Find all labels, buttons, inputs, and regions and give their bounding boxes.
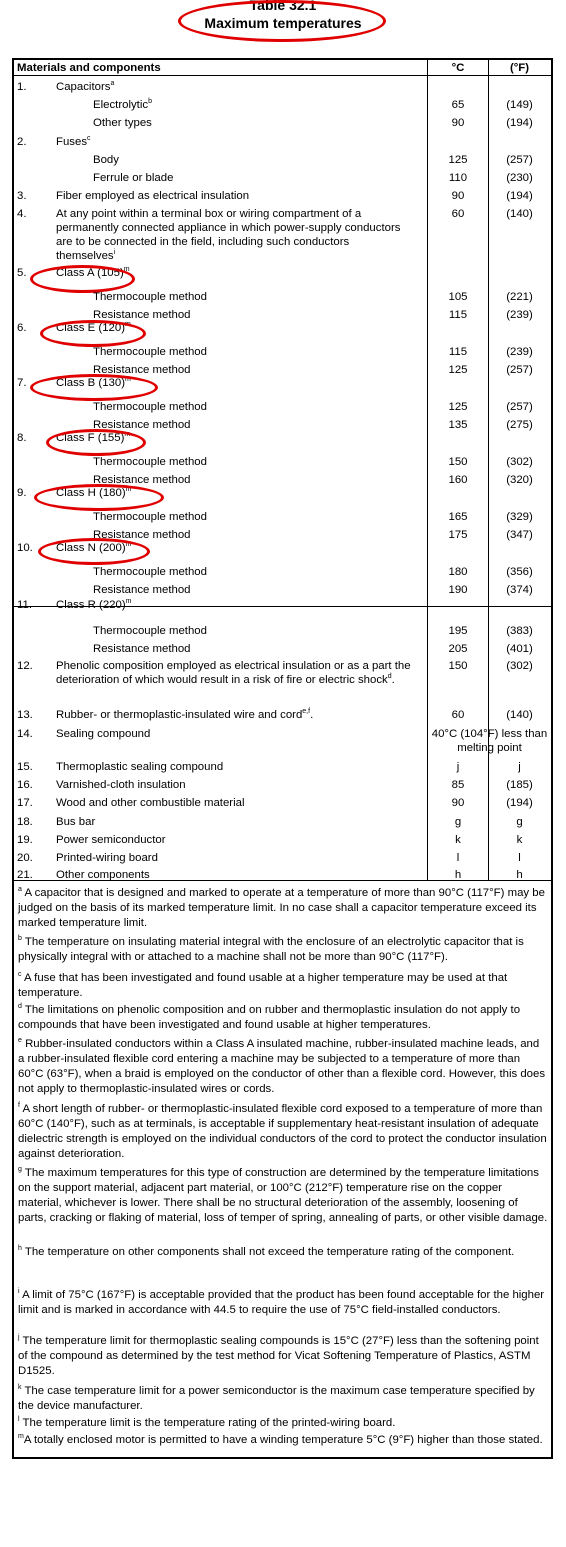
fahrenheit-value: (194)	[506, 117, 533, 129]
footnote-ref: d	[387, 673, 392, 681]
fahrenheit-value: g	[516, 816, 523, 828]
footnote-ref: m	[125, 486, 132, 494]
header-divider	[14, 75, 551, 76]
footnote-ref: m	[125, 376, 131, 384]
row-sublabel-text: Resistance method	[93, 309, 191, 321]
fahrenheit-value: (302)	[506, 456, 533, 468]
row-label	[56, 708, 313, 722]
row-number: 11.	[17, 599, 32, 611]
footnote	[18, 935, 548, 965]
celsius-value: 60	[451, 709, 465, 721]
row-label	[56, 851, 158, 865]
row-sublabel	[93, 418, 191, 432]
footnote-ref: a	[110, 80, 115, 88]
row-sublabel	[93, 455, 207, 469]
footnote	[18, 1245, 548, 1260]
footnote-mark: d	[18, 1003, 22, 1011]
row-sublabel-text: Electrolytic	[93, 99, 149, 111]
header-celsius: °C	[451, 62, 465, 74]
row-label	[56, 135, 91, 149]
footnote-text: The limitations on phenolic composition and on rubber and thermoplastic insulation do not apply to compounds that have been investigated and found usable at higher temperatures.	[18, 1004, 521, 1031]
row-label-end: .	[310, 709, 314, 721]
footnote	[18, 1102, 548, 1162]
celsius-value: 90	[451, 117, 465, 129]
row-label-text: Sealing compound	[56, 728, 151, 740]
footnote-ref: b	[148, 98, 152, 106]
footnote-text: The maximum temperatures for this type of construction are determined by the temperature limitations on the support material, adjacent part material, or 100°C (212°F) temperature rise on the copper material, whichever is lower. There shall be no structural deterioration of the assembly, loosening of parts, cracking or flaking of material, loss of temper of spring, annealing of parts, or other visible damage.	[18, 1167, 548, 1224]
row-sublabel	[93, 153, 119, 167]
footnote	[18, 886, 548, 931]
row-label	[56, 189, 249, 203]
footnote-mark: m	[18, 1433, 24, 1441]
row-label	[56, 727, 150, 741]
celsius-value: g	[454, 816, 462, 828]
footnote	[18, 1433, 548, 1448]
row-number: 7.	[17, 377, 27, 389]
row-number: 20.	[17, 852, 33, 864]
row-number: 18.	[17, 816, 33, 828]
row-number: 1.	[17, 81, 27, 93]
row-label-text: Varnished-cloth insulation	[56, 779, 186, 791]
footnote-ref: m	[125, 598, 132, 606]
fahrenheit-value: l	[518, 852, 521, 864]
row-sublabel-text: Thermocouple method	[93, 291, 207, 303]
row-sublabel	[93, 98, 152, 112]
row-number: 6.	[17, 322, 27, 334]
row-label-text: Wood and other combustible material	[56, 797, 245, 809]
fahrenheit-value: (149)	[506, 99, 533, 111]
row-sublabel-text: Thermocouple method	[93, 456, 207, 468]
celsius-value: 135	[448, 419, 468, 431]
celsius-value: 150	[448, 456, 468, 468]
row-number: 12.	[17, 660, 33, 672]
fahrenheit-value: (221)	[506, 291, 533, 303]
row-number: 5.	[17, 267, 27, 279]
row-sublabel-text: Ferrule or blade	[93, 172, 174, 184]
title-highlight-oval	[178, 0, 386, 42]
fahrenheit-value: (329)	[506, 511, 533, 523]
fahrenheit-value: (185)	[506, 779, 533, 791]
fahrenheit-value: (374)	[506, 584, 533, 596]
row-label	[56, 431, 130, 445]
footnote	[18, 1384, 548, 1414]
fahrenheit-value: (239)	[506, 309, 533, 321]
celsius-value: 125	[448, 364, 468, 376]
celsius-value: 60	[451, 208, 465, 220]
row-label-text: Class F (155)	[56, 432, 125, 444]
footnote	[18, 1037, 548, 1097]
row-number: 14.	[17, 728, 33, 740]
row-label	[56, 815, 95, 829]
footnote-mark: e	[18, 1037, 22, 1045]
celsius-value: 180	[448, 566, 468, 578]
row-label-text: Class E (120)	[56, 322, 126, 334]
row-number: 19.	[17, 834, 33, 846]
header-materials: Materials and components	[17, 62, 161, 74]
footnote-text: The temperature on insulating material integral with the enclosure of an electrolytic capacitor that is physically integral with or attached to a machine shall not be more than 90°C (117°F).	[18, 936, 524, 963]
temperature-table	[12, 58, 553, 1459]
row-number: 16.	[17, 779, 33, 791]
celsius-value: j	[456, 761, 460, 773]
footnote	[18, 1288, 548, 1318]
row-sublabel	[93, 528, 191, 542]
row-sublabel-text: Thermocouple method	[93, 566, 207, 578]
row-label-text: Class H (180)	[56, 487, 126, 499]
row-label-text: Class A (105)	[56, 267, 124, 279]
row-sublabel-text: Thermocouple method	[93, 346, 207, 358]
row-label	[56, 778, 186, 792]
row-number: 21.	[17, 869, 33, 881]
row-label	[56, 541, 131, 555]
header-fahrenheit: (°F)	[509, 62, 530, 74]
footnote-text: The temperature limit for thermoplastic sealing compounds is 15°C (27°F) less than the softening point of the compound as determined by the test method for Vicat Softening Temperature of Plastics, ASTM D1525.	[18, 1335, 539, 1377]
footnote-ref: m	[125, 321, 131, 329]
row-sublabel	[93, 363, 191, 377]
row-sublabel-text: Resistance method	[93, 364, 191, 376]
row-label-text: Printed-wiring board	[56, 852, 158, 864]
celsius-value: 90	[451, 797, 465, 809]
fahrenheit-value: (383)	[506, 625, 533, 637]
footnote-text: A short length of rubber- or thermoplastic-insulated flexible cord exposed to a temperature of more than 60°C (140°F), such as at terminals, is acceptable if supplementary heat-resistant insulation of adequate dielectric strength is employed on the individual conductors of the cord to protect the conductor insulation against deterioration.	[18, 1103, 547, 1160]
fahrenheit-value: (230)	[506, 172, 533, 184]
footnote-mark: i	[18, 1288, 20, 1296]
row-label-text: Thermoplastic sealing compound	[56, 761, 224, 773]
row-sublabel-text: Resistance method	[93, 474, 191, 486]
footnote-ref: m	[124, 431, 131, 439]
fahrenheit-value: (356)	[506, 566, 533, 578]
footnote-mark: l	[18, 1416, 20, 1424]
row-label	[56, 659, 411, 687]
row-label	[56, 266, 130, 280]
row-sublabel	[93, 345, 207, 359]
fahrenheit-value: k	[516, 834, 523, 846]
fahrenheit-value: (239)	[506, 346, 533, 358]
row-sublabel-text: Other types	[93, 117, 152, 129]
celsius-value: 150	[448, 660, 468, 672]
celsius-value: 110	[448, 172, 468, 184]
footnote-mark: j	[18, 1334, 20, 1342]
row-label	[56, 80, 114, 94]
fahrenheit-value: (194)	[506, 190, 533, 202]
footnote-mark: g	[18, 1166, 22, 1174]
celsius-value: 175	[448, 529, 468, 541]
celsius-value: 125	[448, 154, 468, 166]
row-number: 9.	[17, 487, 27, 499]
row-sublabel	[93, 583, 191, 597]
celsius-value: 115	[448, 309, 468, 321]
row-sublabel	[93, 642, 191, 656]
row-sublabel-text: Thermocouple method	[93, 401, 207, 413]
row-label	[56, 598, 131, 612]
fahrenheit-value: (401)	[506, 643, 533, 655]
row-number: 15.	[17, 761, 33, 773]
footnote-text: A limit of 75°C (167°F) is acceptable provided that the product has been found acceptable for the higher limit and is marked in accordance with 44.5 to require the use of 75°C field-installed conductors.	[18, 1289, 545, 1316]
footnote-text: The temperature on other components shall not exceed the temperature rating of the component.	[21, 1246, 515, 1258]
row-label-text: Power semiconductor	[56, 834, 166, 846]
row-label	[56, 486, 131, 500]
row-number: 10.	[17, 542, 33, 554]
row-sublabel-text: Resistance method	[93, 643, 191, 655]
celsius-value: 160	[448, 474, 468, 486]
fahrenheit-value: (302)	[506, 660, 533, 672]
celsius-value: 65	[451, 99, 465, 111]
footnote-ref: e,f	[302, 708, 311, 716]
row-number: 17.	[17, 797, 33, 809]
row-label	[56, 760, 223, 774]
fahrenheit-value: (194)	[506, 797, 533, 809]
footnote	[18, 971, 548, 1001]
row-sublabel	[93, 116, 152, 130]
row-sublabel	[93, 171, 173, 185]
row-number: 13.	[17, 709, 33, 721]
footnote-mark: h	[18, 1245, 22, 1253]
row-sublabel-text: Resistance method	[93, 529, 191, 541]
row-label-text: Fiber employed as electrical insulation	[56, 190, 250, 202]
table-number: Table 32.1	[249, 0, 317, 13]
fahrenheit-value: (140)	[506, 709, 533, 721]
footnote-mark: c	[18, 971, 22, 979]
row-sublabel-text: Thermocouple method	[93, 511, 207, 523]
footnote-ref: c	[87, 135, 91, 143]
footnote	[18, 1334, 548, 1379]
row-number: 2.	[17, 136, 27, 148]
row-sublabel	[93, 400, 207, 414]
footnote-mark: a	[18, 886, 22, 894]
row-label-text: Fuses	[56, 136, 88, 148]
table-title	[0, 0, 566, 50]
fahrenheit-value: (257)	[506, 154, 533, 166]
celsius-value: 205	[448, 643, 468, 655]
row-label-text: Bus bar	[56, 816, 96, 828]
row-label	[56, 321, 131, 335]
row-label-text: Rubber- or thermoplastic-insulated wire and cord	[56, 709, 303, 721]
footnote-text: Rubber-insulated conductors within a Class A insulated machine, rubber-insulated machine leads, and a rubber-insulated flexible cord entering a machine may be subjected to a temperature of more than 60°C (63°F), when a braid is employed on the conductor of other than a flexible cord. However, this does not apply to thermoplastic-insulated wires or cords.	[18, 1038, 546, 1095]
footnote-ref: m	[123, 266, 130, 274]
fahrenheit-value: (140)	[506, 208, 533, 220]
row-label	[56, 207, 411, 263]
fahrenheit-value: (257)	[506, 364, 533, 376]
footnote-ref: i	[113, 249, 116, 257]
row-label-text: Capacitors	[56, 81, 111, 93]
row-label-text: At any point within a terminal box or wiring compartment of a permanently connected appliance in which power-supply conductors are to be connected in the field, including such conductors themselves	[56, 208, 401, 262]
row-label	[56, 833, 166, 847]
celsius-value: 195	[448, 625, 468, 637]
row-sublabel	[93, 510, 207, 524]
row-label	[56, 868, 150, 882]
footnote-mark: k	[18, 1384, 22, 1392]
fahrenheit-value: (257)	[506, 401, 533, 413]
row-sublabel-text: Resistance method	[93, 584, 191, 596]
row-label	[56, 376, 131, 390]
celsius-value: 105	[448, 291, 468, 303]
celsius-value: l	[456, 852, 460, 864]
footnote-text: The temperature limit is the temperature rating of the printed-wiring board.	[19, 1417, 396, 1429]
celsius-value: 115	[448, 346, 468, 358]
celsius-value: 90	[451, 190, 465, 202]
row-sublabel	[93, 473, 191, 487]
row-label-end: .	[391, 674, 395, 686]
celsius-value: 85	[451, 779, 465, 791]
footnote-mark: b	[18, 935, 22, 943]
celsius-value: 125	[448, 401, 468, 413]
row-sublabel	[93, 290, 207, 304]
row-sublabel	[93, 624, 207, 638]
fahrenheit-value: (320)	[506, 474, 533, 486]
row-label	[56, 796, 244, 810]
footnote-text: A totally enclosed motor is permitted to have a winding temperature 5°C (9°F) higher than those stated.	[23, 1434, 543, 1446]
footnote-ref: m	[125, 541, 132, 549]
combined-temperature-value: 40°C (104°F) less than melting point	[431, 728, 548, 754]
row-label-text: Other components	[56, 869, 150, 881]
row-label-text: Phenolic composition employed as electrical insulation or as a part the deterioration of which would result in a risk of fire or electric shock	[56, 660, 411, 686]
celsius-value: 190	[448, 584, 468, 596]
row-number: 8.	[17, 432, 27, 444]
celsius-value: 165	[448, 511, 468, 523]
row-sublabel-text: Thermocouple method	[93, 625, 207, 637]
footnote-text: The case temperature limit for a power semiconductor is the maximum case temperature specified by the device manufacturer.	[18, 1385, 535, 1412]
row-label-text: Class N (200)	[56, 542, 126, 554]
table-caption: Maximum temperatures	[204, 15, 362, 31]
row-label-text: Class R (220)	[56, 599, 126, 611]
row-number: 3.	[17, 190, 27, 202]
row-sublabel	[93, 565, 207, 579]
row-sublabel-text: Resistance method	[93, 419, 191, 431]
row-label-text: Class B (130)	[56, 377, 126, 389]
footnote-mark: f	[18, 1102, 20, 1110]
celsius-value: h	[454, 869, 462, 881]
row-sublabel	[93, 308, 191, 322]
footnote-text: A fuse that has been investigated and found usable at a higher temperature may be used at that temperature.	[18, 972, 508, 999]
fahrenheit-value: (347)	[506, 529, 533, 541]
footnote	[18, 1003, 548, 1033]
footnote	[18, 1416, 548, 1431]
fahrenheit-value: (275)	[506, 419, 533, 431]
row-number: 4.	[17, 208, 27, 220]
celsius-value: k	[455, 834, 461, 846]
fahrenheit-value: h	[516, 869, 523, 881]
fahrenheit-value: j	[518, 761, 521, 773]
footnote-text: A capacitor that is designed and marked to operate at a temperature of more than 90°C (117°F) may be judged on the basis of its marked temperature limit. In no case shall a capacitor temperature exceed its marked temperature limit.	[18, 887, 545, 929]
row-sublabel-text: Body	[93, 154, 119, 166]
footnote	[18, 1166, 548, 1226]
